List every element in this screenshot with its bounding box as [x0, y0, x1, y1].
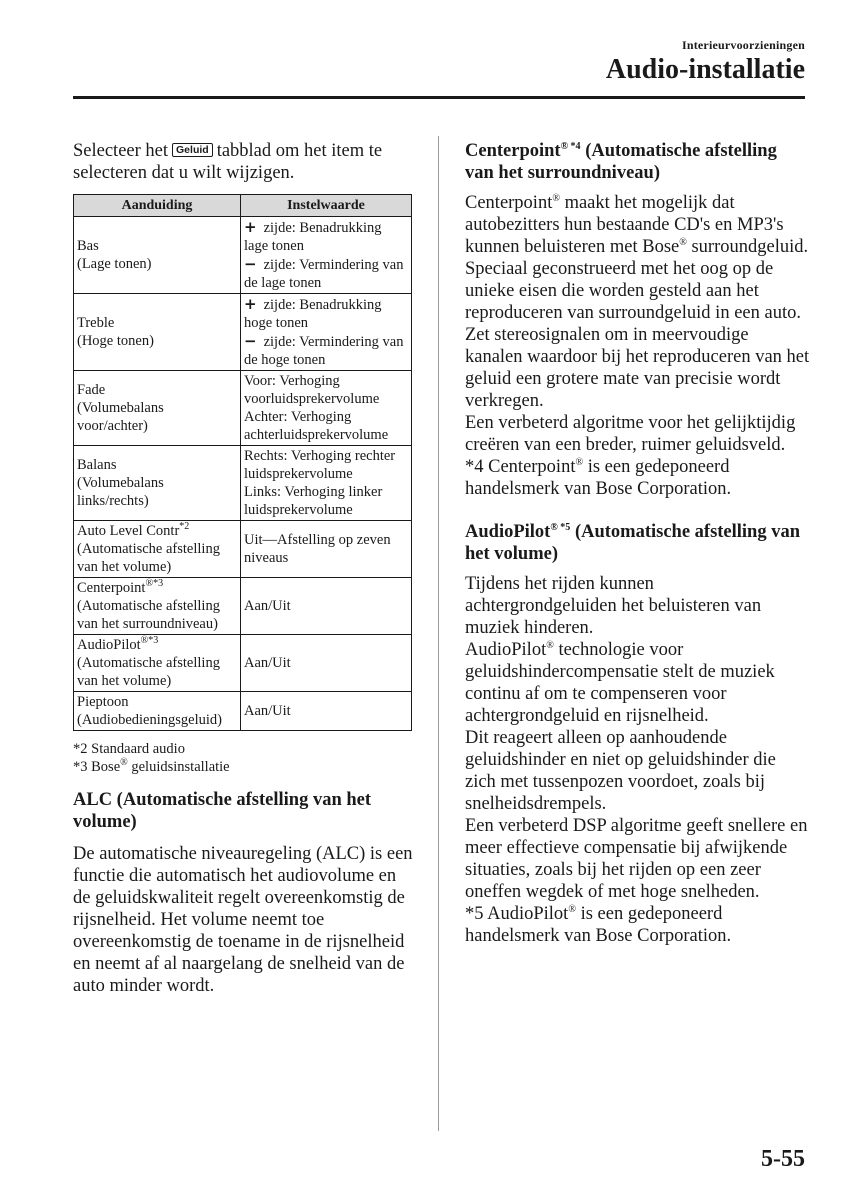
geluid-tab-icon: Geluid [172, 143, 213, 157]
row-label [74, 635, 241, 692]
column-header-aanduiding: Aanduiding [74, 195, 241, 217]
registered-mark: ® [575, 456, 584, 468]
row-value [241, 578, 412, 635]
table-row [74, 371, 412, 446]
setting-name: Pieptoon [77, 694, 129, 710]
value-text: Aan/Uit [244, 655, 291, 671]
centerpoint-paragraph-3: Zet stereosignalen om in meervoudige kanalen waardoor bij het reproduceren van het geluid een grotere mate van precisie wordt verkregen. [465, 325, 810, 411]
registered-mark: ® [120, 757, 128, 769]
plus-side-text: zijde: Benadrukking lage tonen [244, 220, 382, 254]
centerpoint-paragraph-1: Centerpoint® maakt het mogelijk dat autobezitters hun bestaande CD's en MP3's kunnen beluisteren met Bose® surroundgeluid. [465, 192, 809, 257]
row-label [74, 446, 241, 521]
footnote-mark: ®*3 [145, 578, 164, 590]
row-label [74, 294, 241, 371]
table-row [74, 294, 412, 371]
settings-table [73, 194, 412, 731]
column-divider [438, 136, 439, 1131]
registered-mark: ® [546, 639, 554, 651]
plus-icon: + [244, 218, 257, 236]
footnote-mark: ®*3 [140, 635, 159, 647]
header-rule [73, 96, 805, 99]
footnote-2: *2 Standaard audio [73, 741, 185, 757]
row-value [241, 521, 412, 578]
minus-icon: − [244, 255, 257, 273]
value-text: Aan/Uit [244, 598, 291, 614]
column-header-instelwaarde: Instelwaarde [241, 195, 412, 217]
setting-desc: (Automatische afstelling van het volume) [77, 655, 220, 689]
heading-superscript: ® *4 [560, 140, 581, 152]
table-row [74, 578, 412, 635]
setting-name: Treble [77, 315, 115, 331]
table-row [74, 521, 412, 578]
table-row [74, 635, 412, 692]
setting-desc: (Automatische afstelling van het surroundniveau) [77, 598, 220, 632]
setting-desc: (Audiobedieningsgeluid) [77, 712, 222, 728]
heading-superscript: ® *5 [550, 521, 571, 533]
minus-side-text: zijde: Vermindering van de hoge tonen [244, 334, 404, 368]
centerpoint-paragraph-2: Speciaal geconstrueerd met het oog op de unieke eisen die worden gesteld aan het reproduceren van surroundgeluid in een auto. [465, 259, 801, 323]
table-footnotes [73, 740, 418, 776]
centerpoint-trademark-note: *4 Centerpoint® is een gedeponeerd handelsmerk van Bose Corporation. [465, 456, 732, 499]
setting-name: Auto Level Contr [77, 523, 180, 539]
section-label: Interieurvoorzieningen [681, 38, 805, 52]
row-label [74, 371, 241, 446]
footnote-mark: *2 [179, 521, 190, 533]
row-value [241, 635, 412, 692]
registered-mark: ® [552, 192, 560, 204]
row-label [74, 578, 241, 635]
setting-name: Bas [77, 238, 99, 254]
table-row [74, 217, 412, 294]
value-text: Uit—Afstelling op zeven niveaus [244, 532, 391, 566]
audiopilot-paragraph-4: Een verbeterd DSP algoritme geeft snellere en meer effectieve compensatie bij afwijkende situaties, zoals bij het rijden op een zeer oneffen wegdek of met hoge snelheden. [465, 816, 808, 902]
row-label [74, 692, 241, 731]
setting-name: AudioPilot [77, 637, 141, 653]
value-line-2: Links: Verhoging linker luidsprekervolume [244, 484, 383, 518]
audiopilot-trademark-note: *5 AudioPilot® is een gedeponeerd handelsmerk van Bose Corporation. [465, 903, 732, 946]
table-row [74, 446, 412, 521]
audiopilot-heading: AudioPilot$^{® *5}$ (Automatische afstelling van het volume) [465, 521, 801, 564]
table-header-row [74, 195, 412, 217]
intro-text-after: tabblad om het item te selecteren dat u wilt wijzigen. [73, 141, 383, 183]
setting-desc: (Lage tonen) [77, 256, 152, 272]
minus-side-text: zijde: Vermindering van de lage tonen [244, 257, 404, 291]
setting-name: Balans [77, 457, 117, 473]
intro-paragraph [73, 140, 418, 184]
audiopilot-paragraph-3: Dit reageert alleen op aanhoudende geluidshinder en niet op geluidshinder die zich met tussenpozen voordoet, zoals bij snelheidsdrempels. [465, 728, 776, 814]
value-line-1: Voor: Verhoging voorluidsprekervolume [244, 373, 380, 407]
page-title: Audio-installatie [605, 54, 805, 85]
table-row [74, 692, 412, 731]
centerpoint-heading: Centerpoint$^{® *4}$ (Automatische afstelling van het surroundniveau) [465, 140, 777, 183]
setting-name: Fade [77, 382, 106, 398]
centerpoint-paragraph-4: Een verbeterd algoritme voor het gelijktijdig creëren van een breder, ruimer geluidsveld. [465, 413, 796, 455]
setting-desc: (Volumebalans voor/achter) [77, 400, 164, 434]
setting-desc: (Hoge tonen) [77, 333, 154, 349]
right-column [465, 140, 810, 947]
row-label [74, 521, 241, 578]
footnote-3: *3 Bose® geluidsinstallatie [73, 757, 230, 775]
row-value [241, 446, 412, 521]
plus-icon: + [244, 295, 257, 313]
page-number: 5-55 [761, 1146, 805, 1172]
plus-side-text: zijde: Benadrukking hoge tonen [244, 297, 382, 331]
row-label [74, 217, 241, 294]
value-line-2: Achter: Verhoging achterluidsprekervolume [244, 409, 389, 443]
row-value [241, 692, 412, 731]
audiopilot-paragraph-2: AudioPilot® technologie voor geluidshindercompensatie stelt de muziek continu af om te compenseren voor achtergrondgeluid en rijsnelheid. [465, 639, 775, 726]
value-line-1: Rechts: Verhoging rechter luidsprekervolume [244, 448, 396, 482]
row-value [241, 294, 412, 371]
audiopilot-paragraph-1: Tijdens het rijden kunnen achtergrondgeluiden het beluisteren van muziek hinderen. [465, 574, 762, 638]
intro-text-before: Selecteer het [73, 141, 169, 161]
minus-icon: − [244, 332, 257, 350]
setting-desc: (Volumebalans links/rechts) [77, 475, 164, 509]
setting-name: Centerpoint [77, 580, 146, 596]
registered-mark: ® [568, 903, 576, 915]
row-value [241, 371, 412, 446]
setting-desc: (Automatische afstelling van het volume) [77, 541, 220, 575]
registered-mark: ® [679, 236, 687, 248]
left-column [73, 140, 418, 997]
row-value [241, 217, 412, 294]
alc-heading: ALC (Automatische afstelling van het volume) [73, 790, 372, 832]
value-text: Aan/Uit [244, 703, 291, 719]
alc-body: De automatische niveauregeling (ALC) is een functie die automatisch het audiovolume en de geluidskwaliteit regelt overeenkomstig de rijsnelheid. Het volume neemt toe overeenkomstig de toename in de rijsnelheid en neemt af al naargelang de snelheid van de auto minder wordt. [73, 844, 413, 996]
